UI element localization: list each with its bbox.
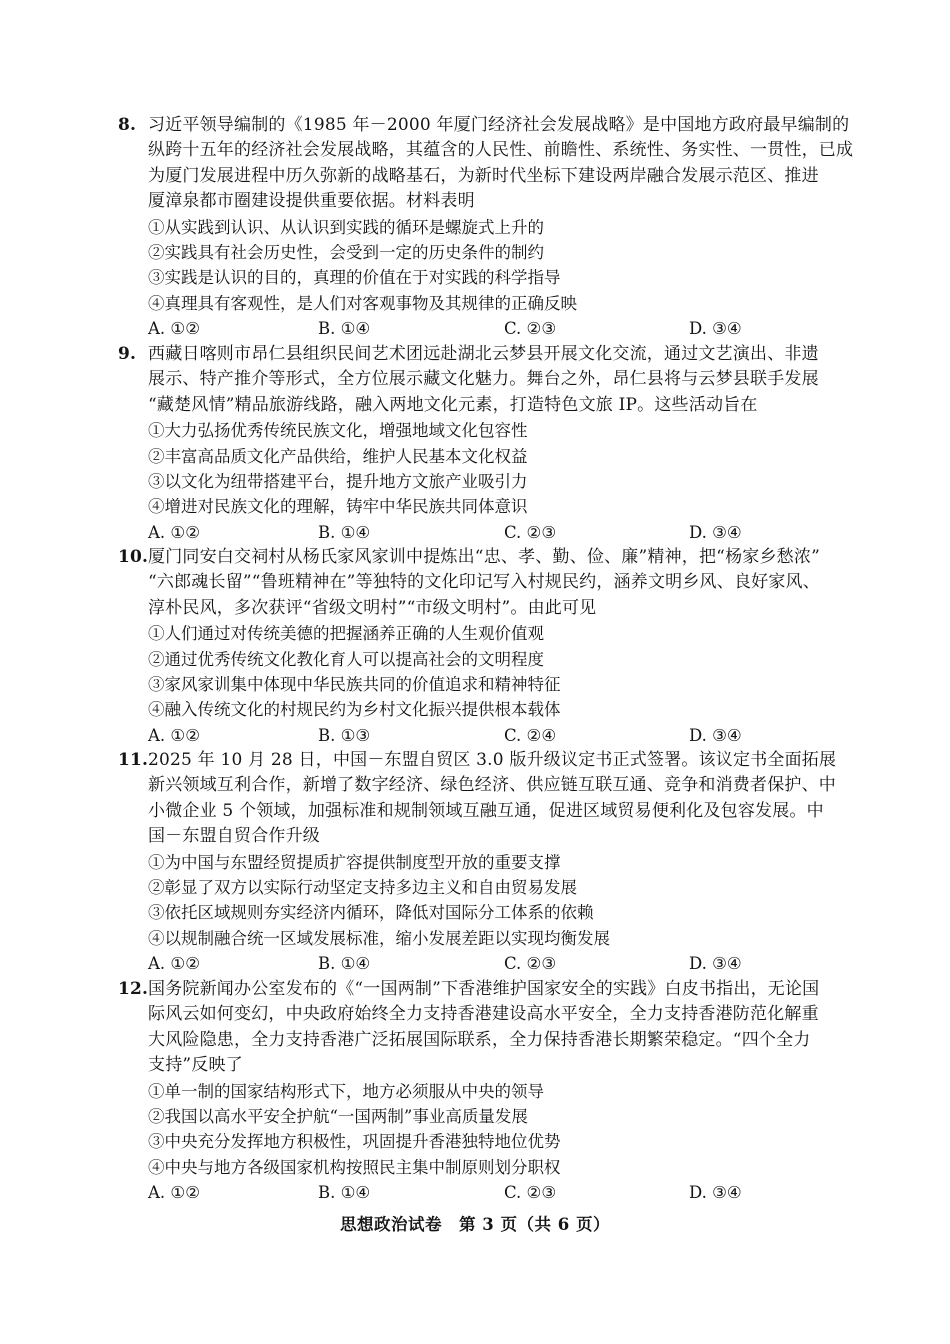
question-8 — [118, 113, 854, 342]
statement-item: ②实践具有社会历史性，会受到一定的历史条件的制约 — [148, 243, 544, 263]
question-stem-line: 为厦门发展进程中历久弥新的战略基石，为新时代坐标下建设两岸融合发展示范区、推进 — [148, 165, 819, 186]
question-stem-line: 际风云如何变幻，中央政府始终全力支持香港建设高水平安全，全力支持香港防范化解重 — [148, 1004, 819, 1025]
question-stem-line: 厦漳泉都市圈建设提供重要依据。材料表明 — [148, 191, 475, 212]
option-a: A. ①② — [148, 954, 200, 974]
question-number: 11. — [118, 750, 149, 770]
statement-item: ③依托区域规则夯实经济内循环，降低对国际分工体系的依赖 — [148, 903, 594, 923]
statement-item: ③家风家训集中体现中华民族共同的价值追求和精神特征 — [148, 675, 561, 695]
question-stem-line: 大风险隐患，全力支持香港广泛拓展国际联系，全力保持香港长期繁荣稳定。“四个全力 — [148, 1029, 811, 1050]
question-stem-line: 新兴领域互利合作，新增了数字经济、绿色经济、供应链互联互通、竞争和消费者保护、中 — [148, 775, 836, 796]
option-c: C. ②③ — [504, 1183, 557, 1203]
statement-item: ②丰富高品质文化产品供给，维护人民基本文化权益 — [148, 446, 528, 466]
option-b: B. ①④ — [318, 319, 371, 339]
option-a: A. ①② — [148, 1183, 200, 1203]
option-a: A. ①② — [148, 319, 200, 339]
question-stem-line: 支持”反映了 — [148, 1055, 243, 1076]
answer-options — [118, 723, 838, 748]
question-number: 12. — [118, 979, 149, 999]
statement-item: ②彰显了双方以实际行动坚定支持多边主义和自由贸易发展 — [148, 878, 577, 898]
answer-options — [118, 951, 838, 976]
question-stem-line: 8. 习近平领导编制的《1985 年－2000 年厦门经济社会发展战略》是中国地方政府最早编制的 — [118, 113, 838, 138]
option-b: B. ①④ — [318, 522, 371, 542]
option-b: B. ①④ — [318, 954, 371, 974]
question-stem-line: 12.国务院新闻办公室发布的《“一国两制”下香港维护国家安全的实践》白皮书指出，无论国 — [118, 977, 838, 1002]
option-c: C. ②③ — [504, 522, 557, 542]
statement-item: ③实践是认识的目的，真理的价值在于对实践的科学指导 — [148, 268, 561, 288]
statement-item: ④融入传统文化的村规民约为乡村文化振兴提供根本载体 — [148, 700, 561, 720]
option-d: D. ③④ — [689, 319, 742, 339]
question-stem-line: “六郎魂长留”“鲁班精神在”等独特的文化印记写入村规民约，涵养文明乡风、良好家风、 — [148, 572, 820, 593]
question-number: 9. — [118, 344, 137, 364]
question-9 — [118, 342, 838, 545]
question-stem-line: 展示、特产推介等形式，全方位展示藏文化魅力。舞台之外，昂仁县将与云梦县联手发展 — [148, 369, 819, 390]
option-d: D. ③④ — [689, 522, 742, 542]
statement-item: ①人们通过对传统美德的把握涵养正确的人生观价值观 — [148, 624, 544, 644]
question-stem-line: 淳朴民风，多次获评“省级文明村”“市级文明村”。由此可见 — [148, 597, 597, 618]
statement-item: ④中央与地方各级国家机构按照民主集中制原则划分职权 — [148, 1157, 561, 1177]
question-stem-line: 国－东盟自贸合作升级 — [148, 826, 320, 847]
question-stem-line: 11.2025 年 10 月 28 日，中国－东盟自贸区 3.0 版升级议定书正式签署。该议定书全面拓展 — [118, 748, 838, 773]
question-stem-line: “藏楚风情”精品旅游线路，融入两地文化元素，打造特色文旅 IP。这些活动旨在 — [148, 394, 758, 415]
statement-item: ①单一制的国家结构形式下，地方必须服从中央的领导 — [148, 1081, 544, 1101]
question-stem-line: 小微企业 5 个领域，加强标准和规制领域互融互通，促进区域贸易便利化及包容发展。中 — [148, 800, 824, 821]
option-d: D. ③④ — [689, 725, 742, 745]
statement-item: ③以文化为纽带搭建平台，提升地方文旅产业吸引力 — [148, 472, 528, 492]
option-c: C. ②④ — [504, 725, 557, 745]
question-stem-line: 纵跨十五年的经济社会发展战略，其蕴含的人民性、前瞻性、系统性、务实性、一贯性，已成 — [148, 140, 854, 161]
option-c: C. ②③ — [504, 319, 557, 339]
statement-item: ①大力弘扬优秀传统民族文化，增强地域文化包容性 — [148, 421, 528, 441]
answer-options — [118, 316, 838, 341]
page-footer: 思想政治试卷 第 3 页（共 6 页） — [340, 1215, 610, 1234]
question-10 — [118, 545, 838, 748]
statement-item: ④真理具有客观性，是人们对客观事物及其规律的正确反映 — [148, 293, 577, 313]
option-c: C. ②③ — [504, 954, 557, 974]
question-stem-line: 9. 西藏日喀则市昂仁县组织民间艺术团远赴湖北云梦县开展文化交流，通过文艺演出、非遗 — [118, 342, 838, 367]
question-number: 8. — [118, 115, 137, 135]
statement-item: ①为中国与东盟经贸提质扩容提供制度型开放的重要支撑 — [148, 852, 561, 872]
statement-item: ③中央充分发挥地方积极性，巩固提升香港独特地位优势 — [148, 1132, 561, 1152]
option-d: D. ③④ — [689, 1183, 742, 1203]
statement-item: ①从实践到认识、从认识到实践的循环是螺旋式上升的 — [148, 217, 544, 237]
option-b: B. ①③ — [318, 725, 371, 745]
statement-item: ②通过优秀传统文化教化育人可以提高社会的文明程度 — [148, 649, 544, 669]
question-12 — [118, 977, 838, 1206]
statement-item: ④增进对民族文化的理解，铸牢中华民族共同体意识 — [148, 497, 528, 517]
question-stem-line: 10.厦门同安白交祠村从杨氏家风家训中提炼出“忠、孝、勤、俭、廉”精神，把“杨家乡愁浓” — [118, 545, 838, 570]
question-number: 10. — [118, 547, 149, 567]
question-11 — [118, 748, 838, 977]
option-b: B. ①④ — [318, 1183, 371, 1203]
statement-item: ④以规制融合统一区域发展标准，缩小发展差距以实现均衡发展 — [148, 928, 610, 948]
statement-item: ②我国以高水平安全护航“一国两制”事业高质量发展 — [148, 1107, 528, 1127]
option-a: A. ①② — [148, 725, 200, 745]
option-a: A. ①② — [148, 522, 200, 542]
option-d: D. ③④ — [689, 954, 742, 974]
answer-options — [118, 520, 838, 545]
answer-options — [118, 1180, 838, 1205]
